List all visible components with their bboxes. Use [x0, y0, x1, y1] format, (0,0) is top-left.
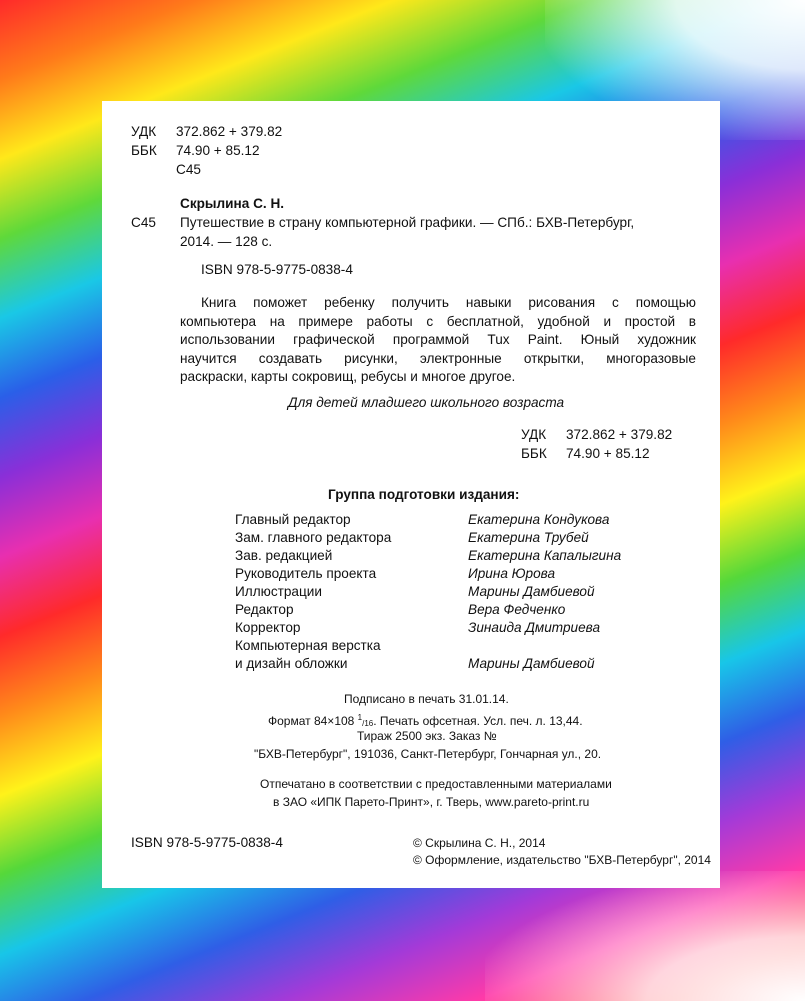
bbk-value: 74.90 + 85.12 [176, 143, 260, 158]
team-role: Зав. редакцией [235, 548, 333, 563]
bbk-label: ББК [131, 143, 157, 158]
audience-note: Для детей младшего школьного возраста [288, 395, 565, 410]
team-role: и дизайн обложки [235, 656, 348, 671]
team-role: Руководитель проекта [235, 566, 377, 581]
corner-fade-bottom-right [485, 871, 805, 1001]
annotation-line: раскраски, карты сокровищ, ребусы и многое другое. [180, 369, 516, 384]
title-line-2: 2014. — 128 с. [180, 234, 273, 249]
team-role: Редактор [235, 602, 294, 617]
team-role: Иллюстрации [235, 584, 322, 599]
team-member: Вера Федченко [468, 602, 566, 617]
format-numerator: 1 [357, 713, 363, 722]
udk-value-repeat: 372.862 + 379.82 [566, 427, 673, 442]
title-line-1: Путешествие в страну компьютерной графики. — СПб.: БХВ-Петербург, [180, 215, 635, 230]
isbn-top: ISBN 978-5-9775-0838-4 [201, 262, 353, 277]
imprint-page [102, 101, 720, 888]
publisher-address: "БХВ-Петербург", 191036, Санкт-Петербург, Гончарная ул., 20. [254, 747, 602, 761]
team-role: Главный редактор [235, 512, 351, 527]
team-heading: Группа подготовки издания: [328, 487, 520, 502]
team-member: Марины Дамбиевой [468, 656, 595, 671]
bbk-label-repeat: ББК [521, 446, 547, 461]
team-member: Марины Дамбиевой [468, 584, 595, 599]
annotation-line: использовании графической программой Tux Paint. Юный художник [180, 332, 696, 347]
isbn-bottom: ISBN 978-5-9775-0838-4 [131, 835, 283, 850]
team-role: Корректор [235, 620, 301, 635]
team-member: Зинаида Дмитриева [468, 620, 601, 635]
copyright-design: © Оформление, издательство "БХВ-Петербург", 2014 [413, 853, 711, 867]
bbk-value-repeat: 74.90 + 85.12 [566, 446, 650, 461]
team-member: Екатерина Трубей [468, 530, 589, 545]
print-run: Тираж 2500 экз. Заказ № [357, 729, 497, 743]
author-sign: С45 [131, 215, 156, 230]
team-member: Ирина Юрова [468, 566, 556, 581]
annotation-line: научится создавать рисунки, электронные открытки, многоразовые [180, 350, 696, 366]
udk-label: УДК [131, 124, 157, 139]
annotation-line: компьютера на примере работы с бесплатной, удобной и простой в [180, 313, 696, 329]
udk-value: 372.862 + 379.82 [176, 124, 283, 139]
printed-by-line-2: в ЗАО «ИПК Парето-Принт», г. Тверь, www.pareto-print.ru [273, 795, 590, 809]
annotation-line: Книга поможет ребенку получить навыки рисования с помощью [201, 295, 696, 310]
signed-to-print: Подписано в печать 31.01.14. [344, 692, 509, 706]
team-role: Зам. главного редактора [235, 530, 392, 545]
team-role: Компьютерная верстка [235, 638, 381, 653]
team-member: Екатерина Капалыгина [468, 548, 622, 563]
author-name: Скрылина С. Н. [180, 196, 285, 211]
format-suffix: . Печать офсетная. Усл. печ. л. 13,44. [373, 714, 583, 728]
annotation-paragraph [180, 294, 696, 387]
printed-by-line-1: Отпечатано в соответствии с предоставленными материалами [260, 777, 612, 791]
author-sign-top: С45 [176, 162, 201, 177]
copyright-author: © Скрылина С. Н., 2014 [413, 836, 546, 850]
format-denominator: /16 [362, 719, 374, 728]
format-prefix: Формат 84×108 [268, 714, 358, 728]
udk-label-repeat: УДК [521, 427, 547, 442]
team-member: Екатерина Кондукова [468, 512, 610, 527]
